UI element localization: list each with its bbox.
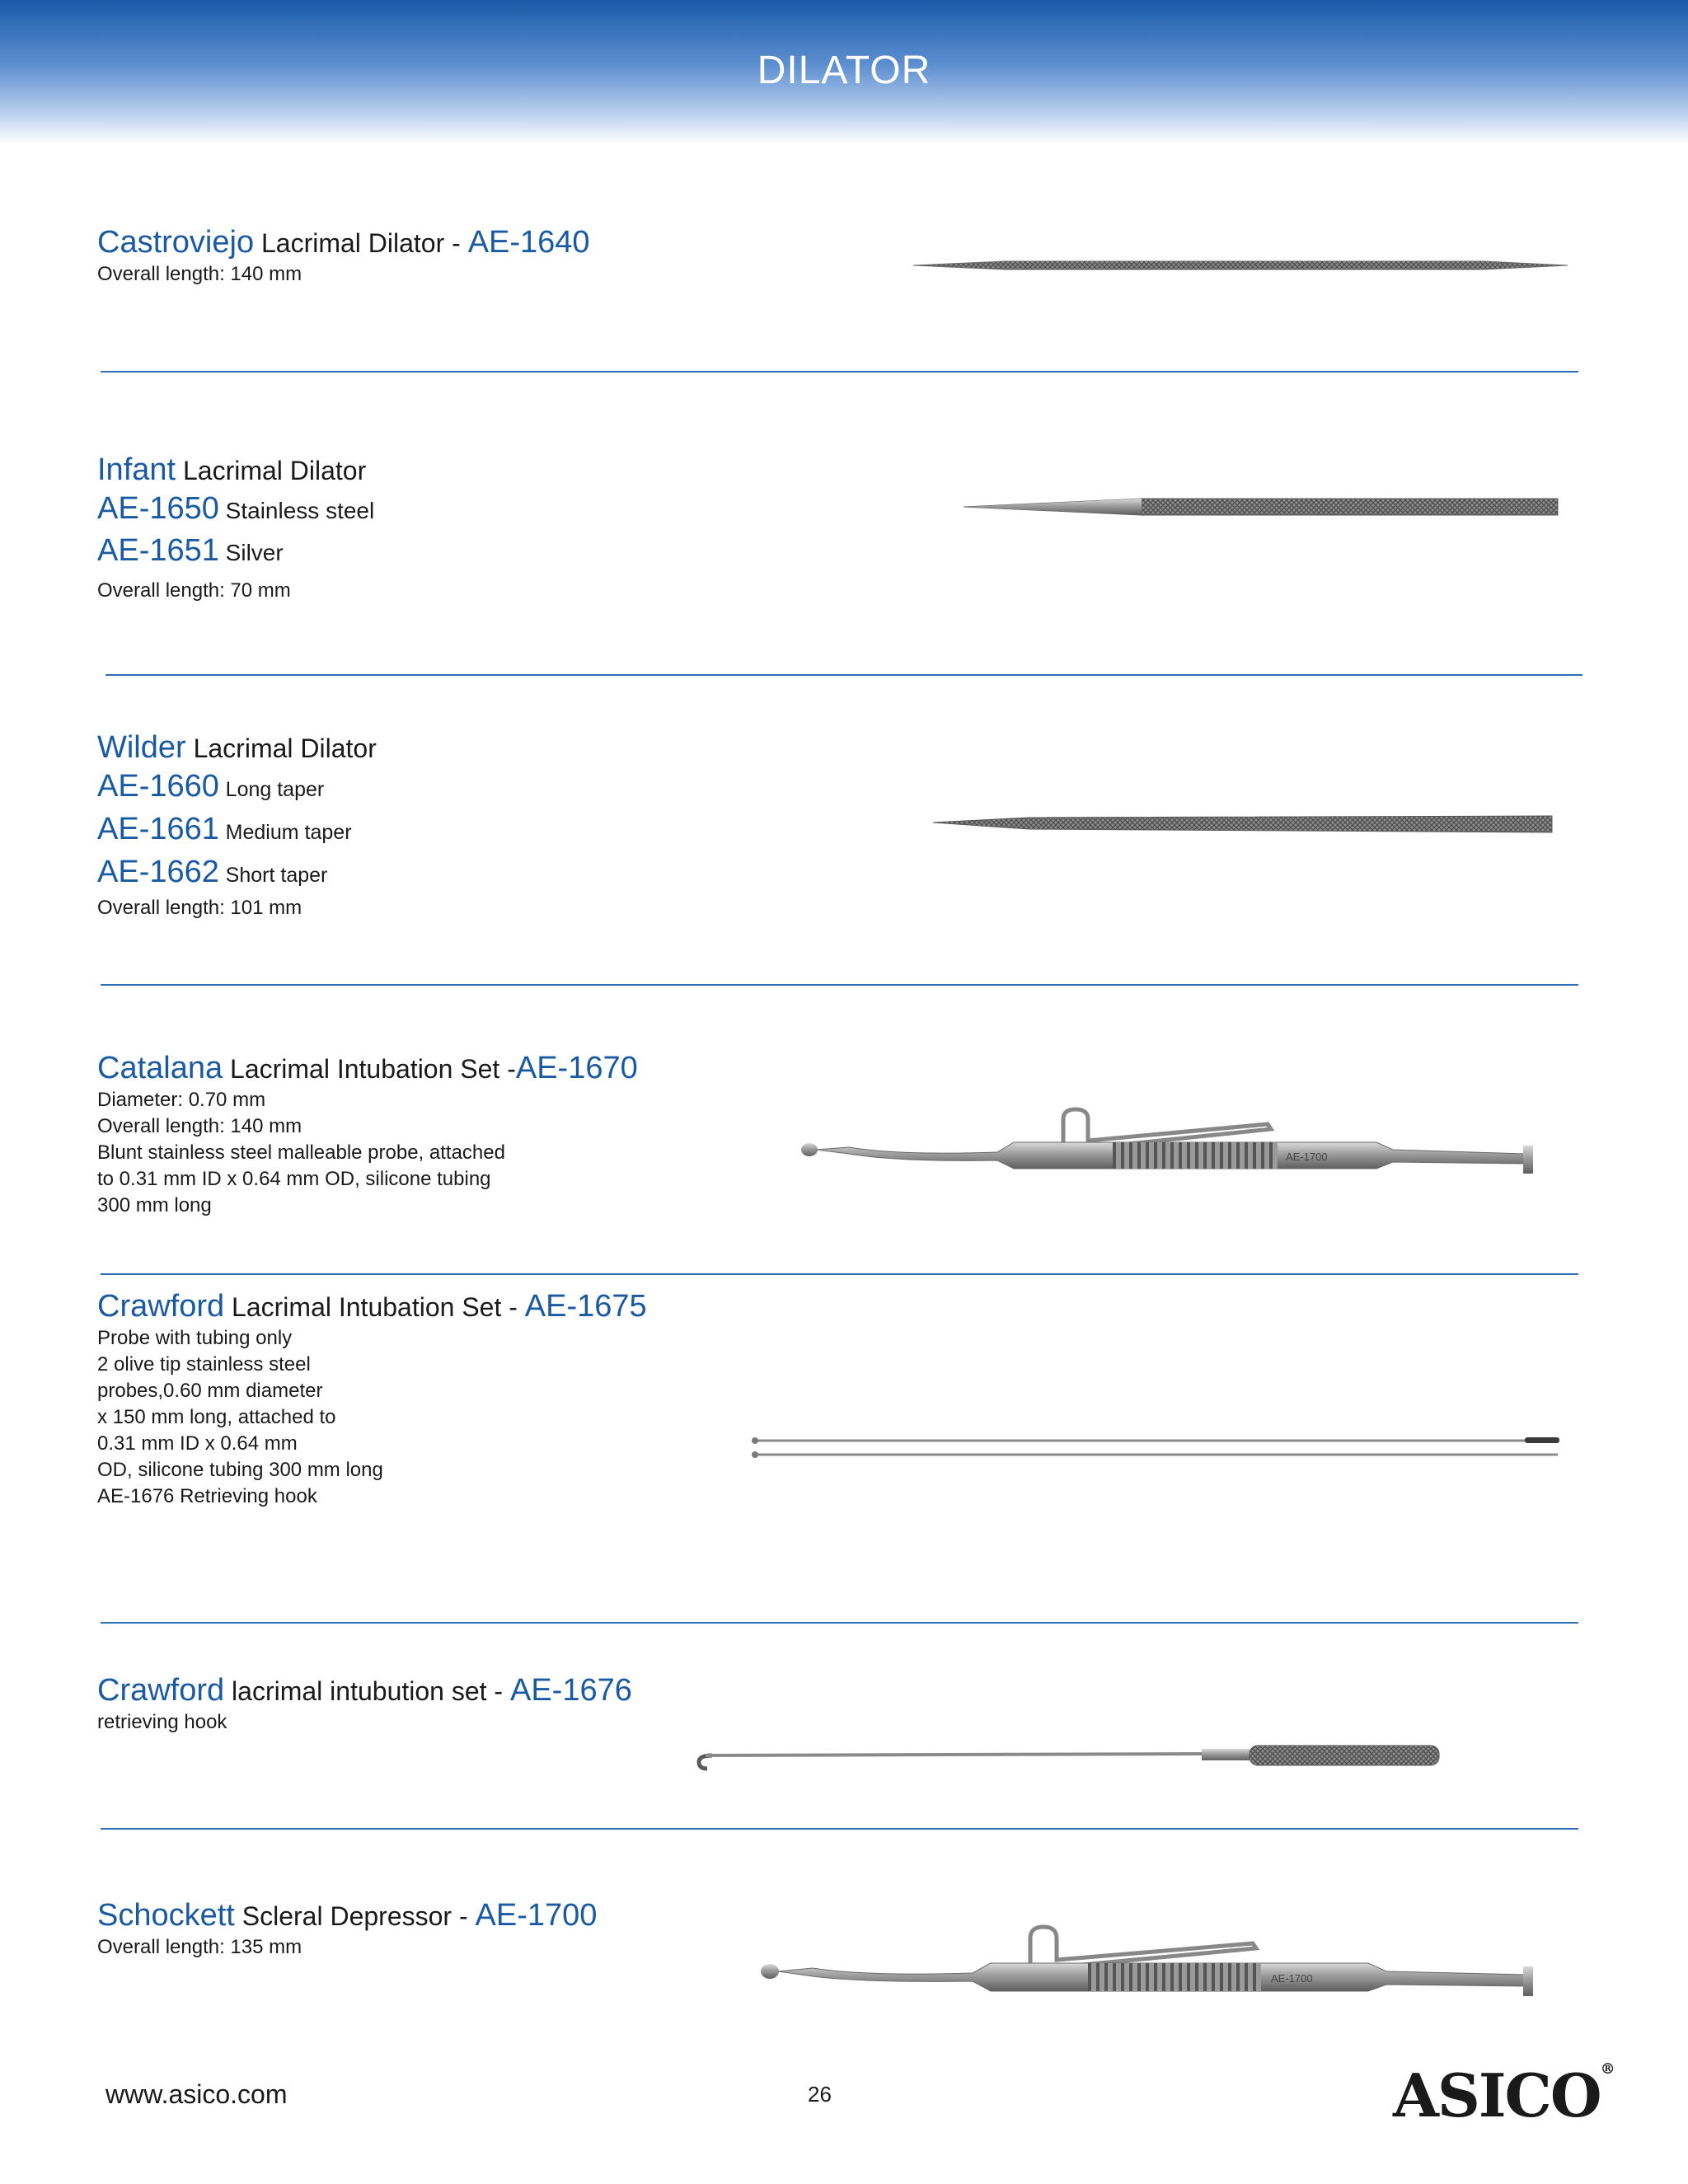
variant-label: Medium taper xyxy=(225,821,352,844)
page-header xyxy=(0,0,1688,144)
product-crawford-set xyxy=(97,1288,647,1510)
product-crawford-hook xyxy=(97,1672,632,1736)
product-detail: AE-1676 Retrieving hook xyxy=(97,1485,317,1507)
product-detail: Blunt stainless steel malleable probe, attached xyxy=(97,1141,505,1164)
product-detail: 2 olive tip stainless steel xyxy=(97,1353,311,1376)
product-detail: retrieving hook xyxy=(97,1711,227,1733)
product-name: Catalana xyxy=(97,1051,223,1085)
product-detail: OD, silicone tubing 300 mm long xyxy=(97,1459,383,1481)
product-type: Lacrimal Dilator xyxy=(182,456,367,485)
asico-logo xyxy=(1393,2060,1614,2130)
product-castroviejo xyxy=(97,224,590,288)
product-detail: to 0.31 mm ID x 0.64 mm OD, silicone tubing xyxy=(97,1168,491,1190)
variant-code: AE-1660 xyxy=(97,769,219,804)
section-divider xyxy=(106,674,1582,676)
product-detail: x 150 mm long, attached to xyxy=(97,1406,336,1428)
product-name: Wilder xyxy=(97,730,186,765)
product-detail: Probe with tubing only xyxy=(97,1327,293,1349)
instrument-engraving: AE-1700 xyxy=(1271,1972,1313,1985)
variant-label: Stainless steel xyxy=(225,498,375,523)
product-name: Castroviejo xyxy=(97,225,255,260)
wilder-dilator-image xyxy=(930,808,1556,841)
product-detail: Overall length: 140 mm xyxy=(97,1115,302,1137)
page-number: 26 xyxy=(808,2082,832,2107)
product-name: Schockett xyxy=(97,1898,235,1933)
product-schockett xyxy=(97,1897,597,1961)
product-code: AE-1700 xyxy=(475,1898,598,1933)
product-type: Lacrimal Intubation Set - xyxy=(230,1054,516,1084)
product-type: lacrimal intubution set - xyxy=(232,1676,510,1706)
page-title: DILATOR xyxy=(757,49,931,92)
product-detail: Overall length: 140 mm xyxy=(97,263,302,285)
section-divider xyxy=(101,1273,1578,1275)
variant-code: AE-1651 xyxy=(97,533,219,568)
product-code: AE-1640 xyxy=(467,225,590,260)
instrument-engraving: AE-1700 xyxy=(1286,1151,1328,1163)
product-name: Infant xyxy=(97,452,176,487)
product-type: Scleral Depressor - xyxy=(241,1901,476,1931)
product-wilder xyxy=(97,729,377,921)
product-detail: Diameter: 0.70 mm xyxy=(97,1089,266,1111)
registered-mark: ® xyxy=(1600,2060,1614,2078)
crawford-probes-image xyxy=(750,1430,1574,1463)
product-code: AE-1675 xyxy=(524,1289,647,1324)
product-detail: Overall length: 70 mm xyxy=(97,579,291,602)
product-detail: Overall length: 135 mm xyxy=(97,1936,302,1958)
variant-code: AE-1650 xyxy=(97,491,219,526)
castroviejo-dilator-image xyxy=(907,247,1574,284)
logo-text: ASICO xyxy=(1393,2060,1601,2130)
variant-label: Silver xyxy=(225,540,284,565)
product-type: Lacrimal Intubation Set - xyxy=(232,1292,525,1322)
product-detail: 0.31 mm ID x 0.64 mm xyxy=(97,1432,298,1455)
product-name: Crawford xyxy=(97,1289,225,1324)
product-type: Lacrimal Dilator xyxy=(193,733,377,763)
website-link[interactable]: www.asico.com xyxy=(106,2079,288,2109)
product-detail: probes,0.60 mm diameter xyxy=(97,1380,323,1402)
product-detail: Overall length: 101 mm xyxy=(97,897,302,919)
variant-label: Long taper xyxy=(225,778,325,801)
schockett-depressor-image xyxy=(758,1920,1578,2011)
section-divider xyxy=(101,1622,1578,1624)
product-detail: 300 mm long xyxy=(97,1194,212,1216)
product-infant xyxy=(97,452,374,604)
section-divider xyxy=(101,984,1578,986)
section-divider xyxy=(101,371,1578,373)
section-divider xyxy=(101,1828,1578,1830)
product-type: Lacrimal Dilator - xyxy=(260,228,468,258)
variant-label: Short taper xyxy=(225,864,328,887)
variant-code: AE-1661 xyxy=(97,812,219,846)
variant-code: AE-1662 xyxy=(97,855,219,889)
catalana-intubation-set-image xyxy=(799,1104,1578,1187)
infant-dilator-image xyxy=(960,490,1562,523)
retrieving-hook-image xyxy=(694,1739,1572,1780)
product-catalana xyxy=(97,1050,638,1219)
product-code: AE-1670 xyxy=(515,1051,638,1085)
product-code: AE-1676 xyxy=(509,1673,632,1708)
product-name: Crawford xyxy=(97,1673,225,1708)
